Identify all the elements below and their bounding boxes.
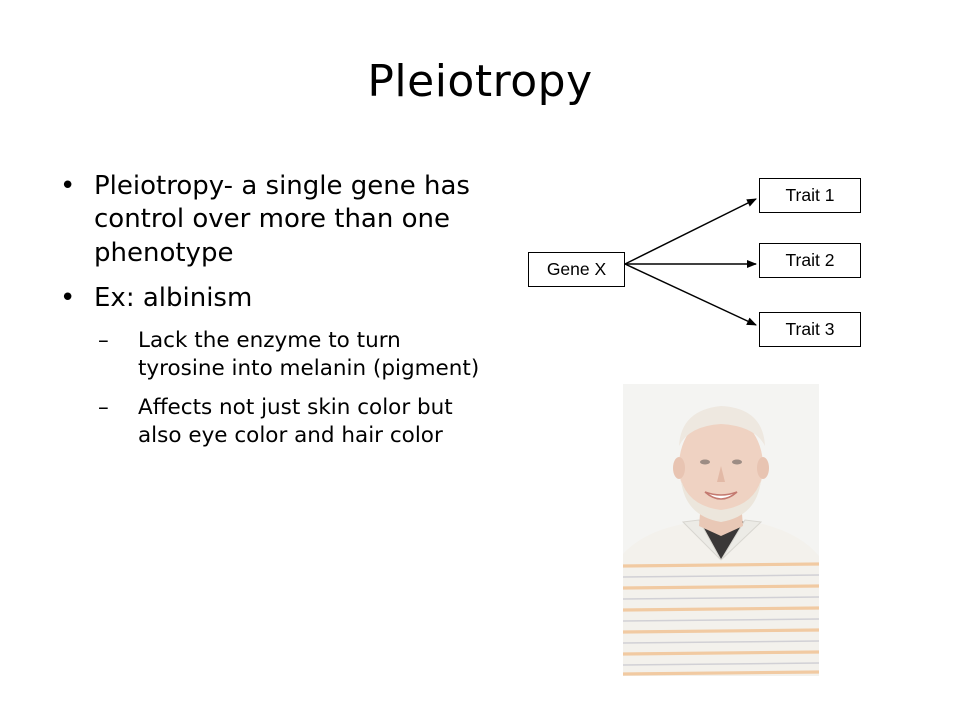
sub-bullet-text-effects: Affects not just skin color but also eye color and hair color	[138, 395, 453, 448]
bullet-marker: •	[60, 282, 76, 313]
sub-bullet-enzyme	[60, 327, 480, 382]
bullet-list	[60, 170, 480, 461]
trait-3-box: Trait 3	[759, 312, 861, 347]
bullet-text-example: Ex: albinism	[94, 282, 253, 313]
arrow-to-trait-1	[625, 199, 756, 264]
bullet-item-example	[60, 282, 480, 315]
arrow-to-trait-3	[625, 264, 756, 325]
bullet-marker: •	[60, 171, 76, 201]
gene-x-box: Gene X	[528, 252, 625, 287]
sub-bullet-effects	[60, 394, 480, 449]
trait-1-box: Trait 1	[759, 178, 861, 213]
person-illustration	[623, 384, 819, 676]
trait-2-box: Trait 2	[759, 243, 861, 278]
sub-bullet-marker: –	[98, 395, 109, 421]
pleiotropy-diagram	[520, 170, 880, 360]
bullet-item-definition	[60, 170, 480, 270]
sub-bullet-marker: –	[98, 328, 109, 354]
bullet-text-definition: Pleiotropy- a single gene has control over more than one phenotype	[94, 171, 470, 268]
slide-title: Pleiotropy	[367, 56, 593, 107]
sub-bullet-text-enzyme: Lack the enzyme to turn tyrosine into melanin (pigment)	[138, 328, 480, 381]
albinism-person-photo	[623, 384, 819, 676]
